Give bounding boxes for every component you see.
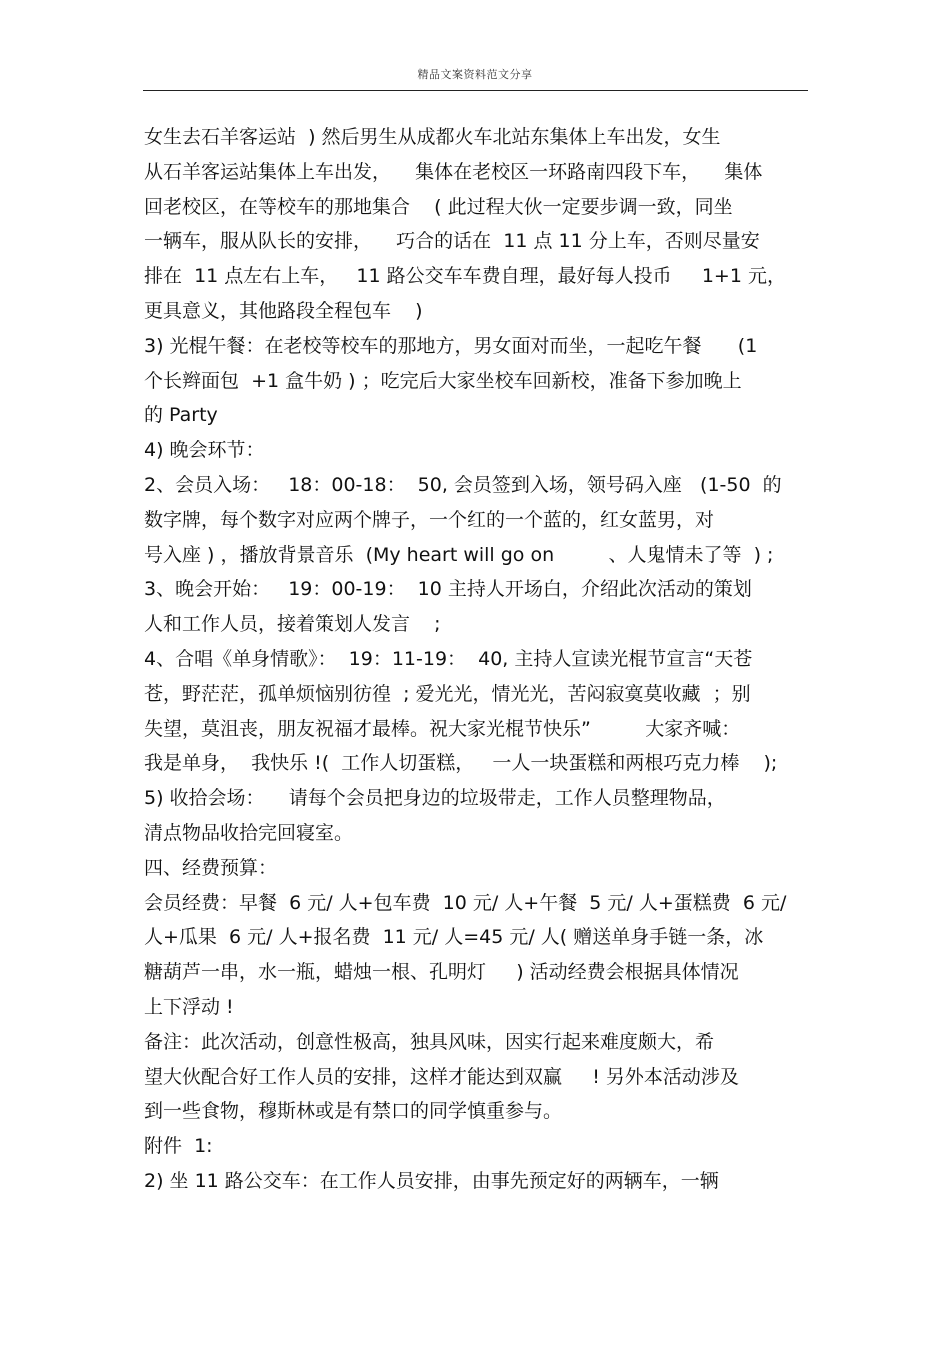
text-line: 更具意义，其他路段全程包车 ): [144, 299, 423, 322]
text-line: 排在 11 点左右上车， 11 路公交车车费自理，最好每人投币 1+1 元，: [144, 265, 786, 288]
text-line: 回老校区，在等校车的那地集合 ( 此过程大伙一定要步调一致，同坐: [144, 195, 733, 218]
text-line: 我是单身， 我快乐 !( 工作人切蛋糕， 一人一块蛋糕和两根巧克力棒 );: [144, 752, 778, 775]
page-header: 精品文案资料范文分享: [417, 68, 533, 81]
text-line: 一辆车，服从队长的安排， 巧合的话在 11 点 11 分上车，否则尽量安: [144, 230, 760, 253]
text-line: 会员经费：早餐 6 元/ 人+包车费 10 元/ 人+午餐 5 元/ 人+蛋糕费 6 元/: [144, 891, 787, 914]
text-line: 上下浮动 !: [144, 995, 234, 1018]
text-line: 5) 收拾会场： 请每个会员把身边的垃圾带走，工作人员整理物品，: [144, 787, 726, 810]
text-line: 人和工作人员，接着策划人发言 ;: [144, 613, 441, 636]
text-line: 4、合唱《单身情歌》： 19：11-19： 40, 主持人宣读光棍节宣言“天苍: [144, 647, 753, 670]
text-line: 四、经费预算：: [144, 856, 278, 879]
text-line: 附件 1:: [144, 1135, 213, 1158]
text-line: 个长辫面包 +1 盒牛奶 ) ；吃完后大家坐校车回新校，准备下参加晚上: [144, 369, 742, 392]
text-line: 3、晚会开始： 19：00-19： 10 主持人开场白，介绍此次活动的策划: [144, 578, 752, 601]
text-line: 的 Party: [144, 404, 218, 427]
document-body: [144, 120, 809, 1199]
text-line: 苍，野茫茫，孤单烦恼别彷徨 ; 爱光光，情光光，苦闷寂寞莫收藏 ；别: [144, 682, 751, 705]
text-line: 清点物品收拾完回寝室。: [144, 821, 354, 844]
text-line: 号入座 ) ，播放背景音乐 (My heart will go on 、人鬼情未了等 ) ;: [144, 543, 774, 566]
text-line: 数字牌，每个数字对应两个牌子，一个红的一个蓝的，红女蓝男，对: [144, 508, 715, 531]
text-line: 人+瓜果 6 元/ 人+报名费 11 元/ 人=45 元/ 人( 赠送单身手链一条，冰: [144, 926, 764, 949]
text-line: 女生去石羊客运站 ) 然后男生从成都火车北站东集体上车出发，女生: [144, 126, 721, 148]
text-line: 从石羊客运站集体上车出发， 集体在老校区一环路南四段下车， 集体: [144, 160, 763, 183]
header-divider: [143, 90, 808, 91]
text-line: 失望，莫沮丧，朋友祝福才最棒。祝大家光棍节快乐” 大家齐喊：: [144, 717, 741, 740]
text-line: 望大伙配合好工作人员的安排，这样才能达到双赢 ! 另外本活动涉及: [144, 1065, 739, 1088]
text-line: 备注：此次活动，创意性极高，独具风味，因实行起来难度颇大，希: [144, 1030, 715, 1053]
text-line: 4) 晚会环节：: [144, 439, 265, 462]
text-line: 到一些食物，穆斯林或是有禁口的同学慎重参与。: [144, 1100, 563, 1123]
text-line: 糖葫芦一串，水一瓶，蜡烛一根、孔明灯 ) 活动经费会根据具体情况: [144, 961, 739, 984]
text-line: 2、会员入场： 18：00-18： 50, 会员签到入场，领号码入座 (1-50 的: [144, 473, 782, 496]
text-line: 3) 光棍午餐：在老校等校车的那地方，男女面对而坐，一起吃午餐 (1: [144, 334, 758, 357]
text-line: 2) 坐 11 路公交车：在工作人员安排，由事先预定好的两辆车，一辆: [144, 1169, 719, 1192]
